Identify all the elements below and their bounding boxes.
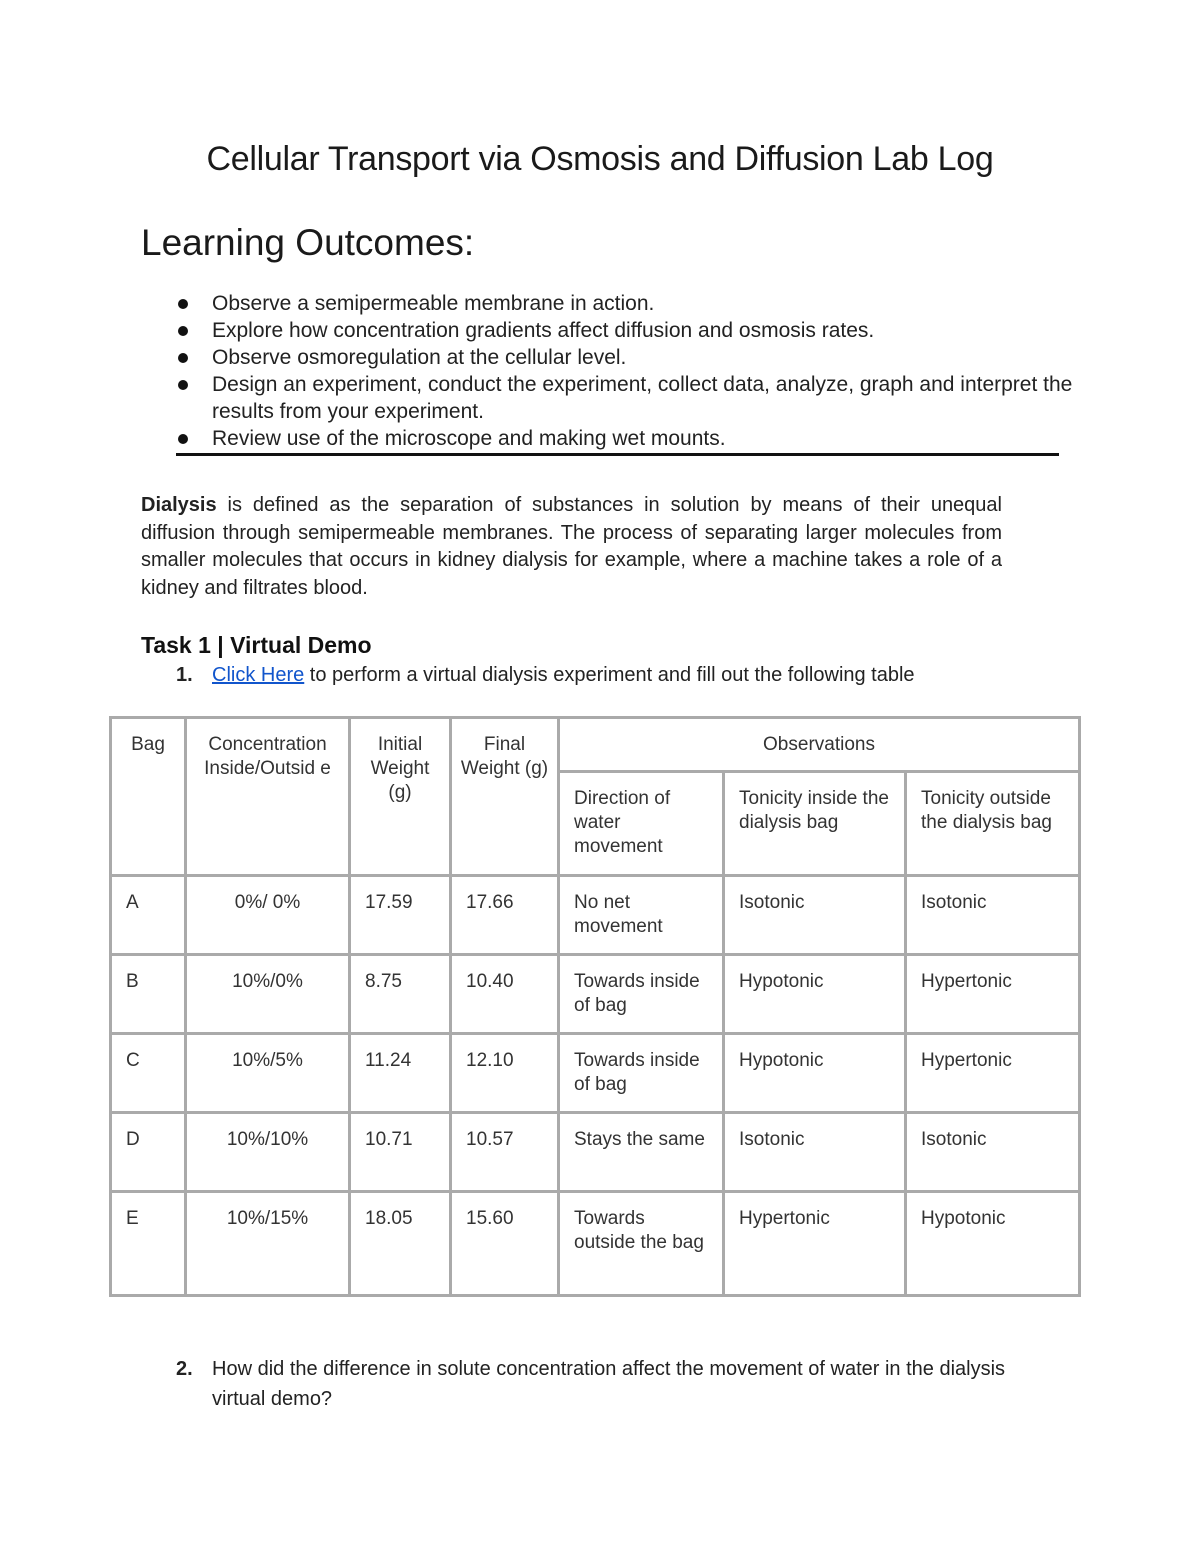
outcome-text: Review use of the microscope and making wet mounts. bbox=[212, 427, 726, 450]
header-bag: Bag bbox=[111, 718, 186, 876]
cell-direction: Towards outside the bag bbox=[559, 1192, 724, 1296]
bullet-icon bbox=[178, 434, 188, 444]
header-initial-weight: Initial Weight (g) bbox=[350, 718, 451, 876]
question-2 bbox=[176, 1354, 1036, 1414]
header-concentration: Concentration Inside/Outsid e bbox=[186, 718, 350, 876]
cell-concentration: 10%/5% bbox=[186, 1034, 350, 1113]
cell-concentration: 10%/0% bbox=[186, 955, 350, 1034]
question-1-text: to perform a virtual dialysis experiment and fill out the following table bbox=[304, 664, 915, 686]
cell-bag: E bbox=[111, 1192, 186, 1296]
question-2-text: How did the difference in solute concentration affect the movement of water in the dialysis virtual demo? bbox=[212, 1358, 1006, 1410]
cell-bag: B bbox=[111, 955, 186, 1034]
table-row bbox=[111, 1192, 1080, 1296]
cell-concentration: 10%/10% bbox=[186, 1113, 350, 1192]
list-item bbox=[176, 425, 1076, 452]
cell-initial-weight: 8.75 bbox=[350, 955, 451, 1034]
header-direction: Direction of water movement bbox=[559, 772, 724, 876]
cell-initial-weight: 10.71 bbox=[350, 1113, 451, 1192]
task1-heading: Task 1 | Virtual Demo bbox=[141, 632, 372, 658]
cell-final-weight: 17.66 bbox=[451, 876, 559, 955]
cell-concentration: 10%/15% bbox=[186, 1192, 350, 1296]
cell-tonicity-outside: Hypertonic bbox=[906, 1034, 1080, 1113]
cell-tonicity-inside: Hypotonic bbox=[724, 955, 906, 1034]
cell-final-weight: 12.10 bbox=[451, 1034, 559, 1113]
cell-tonicity-inside: Hypertonic bbox=[724, 1192, 906, 1296]
click-here-link[interactable]: Click Here bbox=[212, 664, 305, 686]
dialysis-paragraph bbox=[141, 492, 1002, 602]
cell-tonicity-outside: Isotonic bbox=[906, 876, 1080, 955]
cell-direction: No net movement bbox=[559, 876, 724, 955]
outcome-text: Design an experiment, conduct the experiment, collect data, analyze, graph and interpret the results from your experiment. bbox=[212, 373, 1073, 423]
cell-initial-weight: 17.59 bbox=[350, 876, 451, 955]
cell-initial-weight: 11.24 bbox=[350, 1034, 451, 1113]
bullet-icon bbox=[178, 326, 188, 336]
cell-initial-weight: 18.05 bbox=[350, 1192, 451, 1296]
cell-tonicity-inside: Hypotonic bbox=[724, 1034, 906, 1113]
learning-outcomes-heading: Learning Outcomes: bbox=[141, 222, 475, 263]
cell-bag: A bbox=[111, 876, 186, 955]
cell-bag: D bbox=[111, 1113, 186, 1192]
header-final-weight: Final Weight (g) bbox=[451, 718, 559, 876]
list-item bbox=[176, 344, 1076, 371]
table-row bbox=[111, 876, 1080, 955]
bullet-icon bbox=[178, 299, 188, 309]
horizontal-divider bbox=[176, 453, 1059, 456]
bullet-icon bbox=[178, 353, 188, 363]
cell-direction: Towards inside of bag bbox=[559, 955, 724, 1034]
table-row bbox=[111, 1113, 1080, 1192]
cell-bag: C bbox=[111, 1034, 186, 1113]
list-item bbox=[176, 317, 1076, 344]
cell-direction: Towards inside of bag bbox=[559, 1034, 724, 1113]
header-tonicity-inside: Tonicity inside the dialysis bag bbox=[724, 772, 906, 876]
outcome-text: Observe a semipermeable membrane in action. bbox=[212, 292, 655, 315]
cell-final-weight: 10.40 bbox=[451, 955, 559, 1034]
list-item bbox=[176, 371, 1076, 425]
table-row bbox=[111, 1034, 1080, 1113]
cell-final-weight: 15.60 bbox=[451, 1192, 559, 1296]
cell-tonicity-outside: Isotonic bbox=[906, 1113, 1080, 1192]
question-1 bbox=[176, 664, 915, 687]
question-number: 1. bbox=[176, 664, 193, 686]
document-title: Cellular Transport via Osmosis and Diffusion Lab Log bbox=[206, 140, 994, 178]
dialysis-definition: is defined as the separation of substances in solution by means of their unequal diffusion through semipermeable membranes. The process of separating larger molecules from smaller molecules that occurs in kidney dialysis for example, where a machine takes a role of a kidney and filtrates blood. bbox=[141, 494, 1002, 599]
cell-concentration: 0%/ 0% bbox=[186, 876, 350, 955]
header-tonicity-outside: Tonicity outside the dialysis bag bbox=[906, 772, 1080, 876]
cell-tonicity-outside: Hypotonic bbox=[906, 1192, 1080, 1296]
dialysis-data-table bbox=[109, 716, 1081, 1297]
cell-tonicity-outside: Hypertonic bbox=[906, 955, 1080, 1034]
outcome-text: Observe osmoregulation at the cellular level. bbox=[212, 346, 627, 369]
learning-outcomes-list bbox=[176, 290, 1076, 452]
list-item bbox=[176, 290, 1076, 317]
bullet-icon bbox=[178, 380, 188, 390]
table-header-row bbox=[111, 718, 1080, 772]
outcome-text: Explore how concentration gradients affect diffusion and osmosis rates. bbox=[212, 319, 875, 342]
header-observations: Observations bbox=[559, 718, 1080, 772]
table-row bbox=[111, 955, 1080, 1034]
dialysis-term: Dialysis bbox=[141, 494, 217, 516]
cell-tonicity-inside: Isotonic bbox=[724, 876, 906, 955]
cell-direction: Stays the same bbox=[559, 1113, 724, 1192]
cell-final-weight: 10.57 bbox=[451, 1113, 559, 1192]
question-number: 2. bbox=[176, 1358, 193, 1380]
cell-tonicity-inside: Isotonic bbox=[724, 1113, 906, 1192]
